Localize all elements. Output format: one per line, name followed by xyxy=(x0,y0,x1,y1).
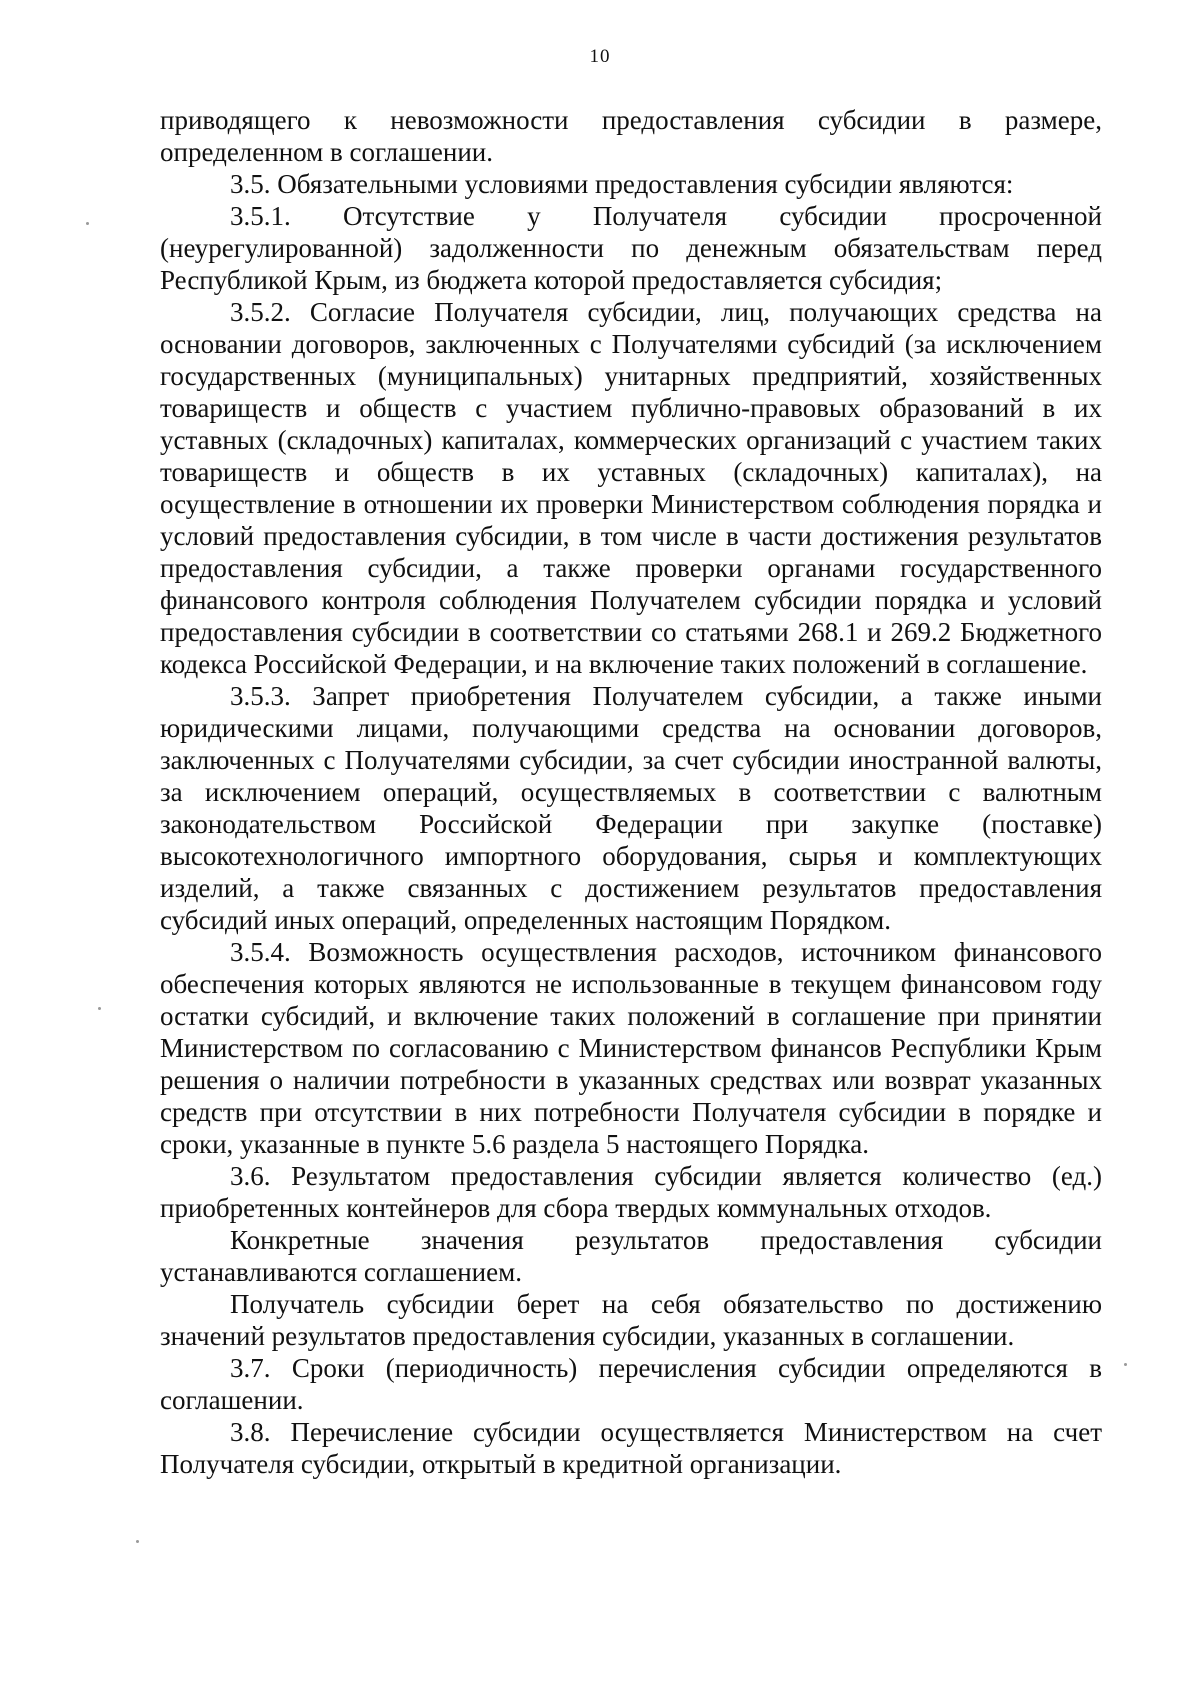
paragraph-3-5-3: 3.5.3. Запрет приобретения Получателем субсидии, а также иными юридическими лицами, получающими средства на основании договоров, заключенных с Получателями субсидии, за счет субсидии иностранной валюты, за исключением операций, осуществляемых в соответствии с валютным законодательством Российской Федерации при закупке (поставке) высокотехнологичного импортного оборудования, сырья и комплектующих изделий, а также связанных с достижением результатов предоставления субсидий иных операций, определенных настоящим Порядком. xyxy=(160,681,1102,935)
page-number: 10 xyxy=(589,46,611,67)
scan-speck xyxy=(1124,1363,1127,1366)
paragraph-3-6: 3.6. Результатом предоставления субсидии является количество (ед.) приобретенных контейнеров для сбора твердых коммунальных отходов. xyxy=(160,1161,1102,1223)
scan-speck xyxy=(136,1540,139,1543)
scan-speck xyxy=(86,222,89,225)
paragraph-3-8: 3.8. Перечисление субсидии осуществляется Министерством на счет Получателя субсидии, открытый в кредитной организации. xyxy=(160,1417,1102,1479)
scan-speck xyxy=(98,1007,101,1010)
paragraph-continuation: приводящего к невозможности предоставления субсидии в размере, определенном в соглашении. xyxy=(160,105,1102,167)
paragraph-3-5-2: 3.5.2. Согласие Получателя субсидии, лиц, получающих средства на основании договоров, заключенных с Получателями субсидий (за исключением государственных (муниципальных) унитарных предприятий, хозяйственных товариществ и обществ с участием публично-правовых образований в их уставных (складочных) капиталах, коммерческих организаций с участием таких товариществ и обществ в их уставных (складочных) капиталах), на осуществление в отношении их проверки Министерством соблюдения порядка и условий предоставления субсидии, в том числе в части достижения результатов предоставления субсидии, а также проверки органами государственного финансового контроля соблюдения Получателем субсидии порядка и условий предоставления субсидии в соответствии со статьями 268.1 и 269.2 Бюджетного кодекса Российской Федерации, и на включение таких положений в соглашение. xyxy=(160,297,1102,679)
paragraph-3-5-4: 3.5.4. Возможность осуществления расходов, источником финансового обеспечения которых являются не использованные в текущем финансовом году остатки субсидий, и включение таких положений в соглашение при принятии Министерством по согласованию с Министерством финансов Республики Крым решения о наличии потребности в указанных средствах или возврат указанных средств при отсутствии в них потребности Получателя субсидии в порядке и сроки, указанные в пункте 5.6 раздела 5 настоящего Порядка. xyxy=(160,937,1102,1159)
paragraph-3-5-1: 3.5.1. Отсутствие у Получателя субсидии просроченной (неурегулированной) задолженности по денежным обязательствам перед Республикой Крым, из бюджета которой предоставляется субсидия; xyxy=(160,201,1102,295)
document-body xyxy=(160,104,1102,1480)
paragraph-3-5: 3.5. Обязательными условиями предоставления субсидии являются: xyxy=(230,169,1014,199)
paragraph-3-6-obligation: Получатель субсидии берет на себя обязательство по достижению значений результатов предоставления субсидии, указанных в соглашении. xyxy=(160,1289,1102,1351)
paragraph-3-7: 3.7. Сроки (периодичность) перечисления субсидии определяются в соглашении. xyxy=(160,1353,1102,1415)
paragraph-3-6-values: Конкретные значения результатов предоставления субсидии устанавливаются соглашением. xyxy=(160,1225,1102,1287)
